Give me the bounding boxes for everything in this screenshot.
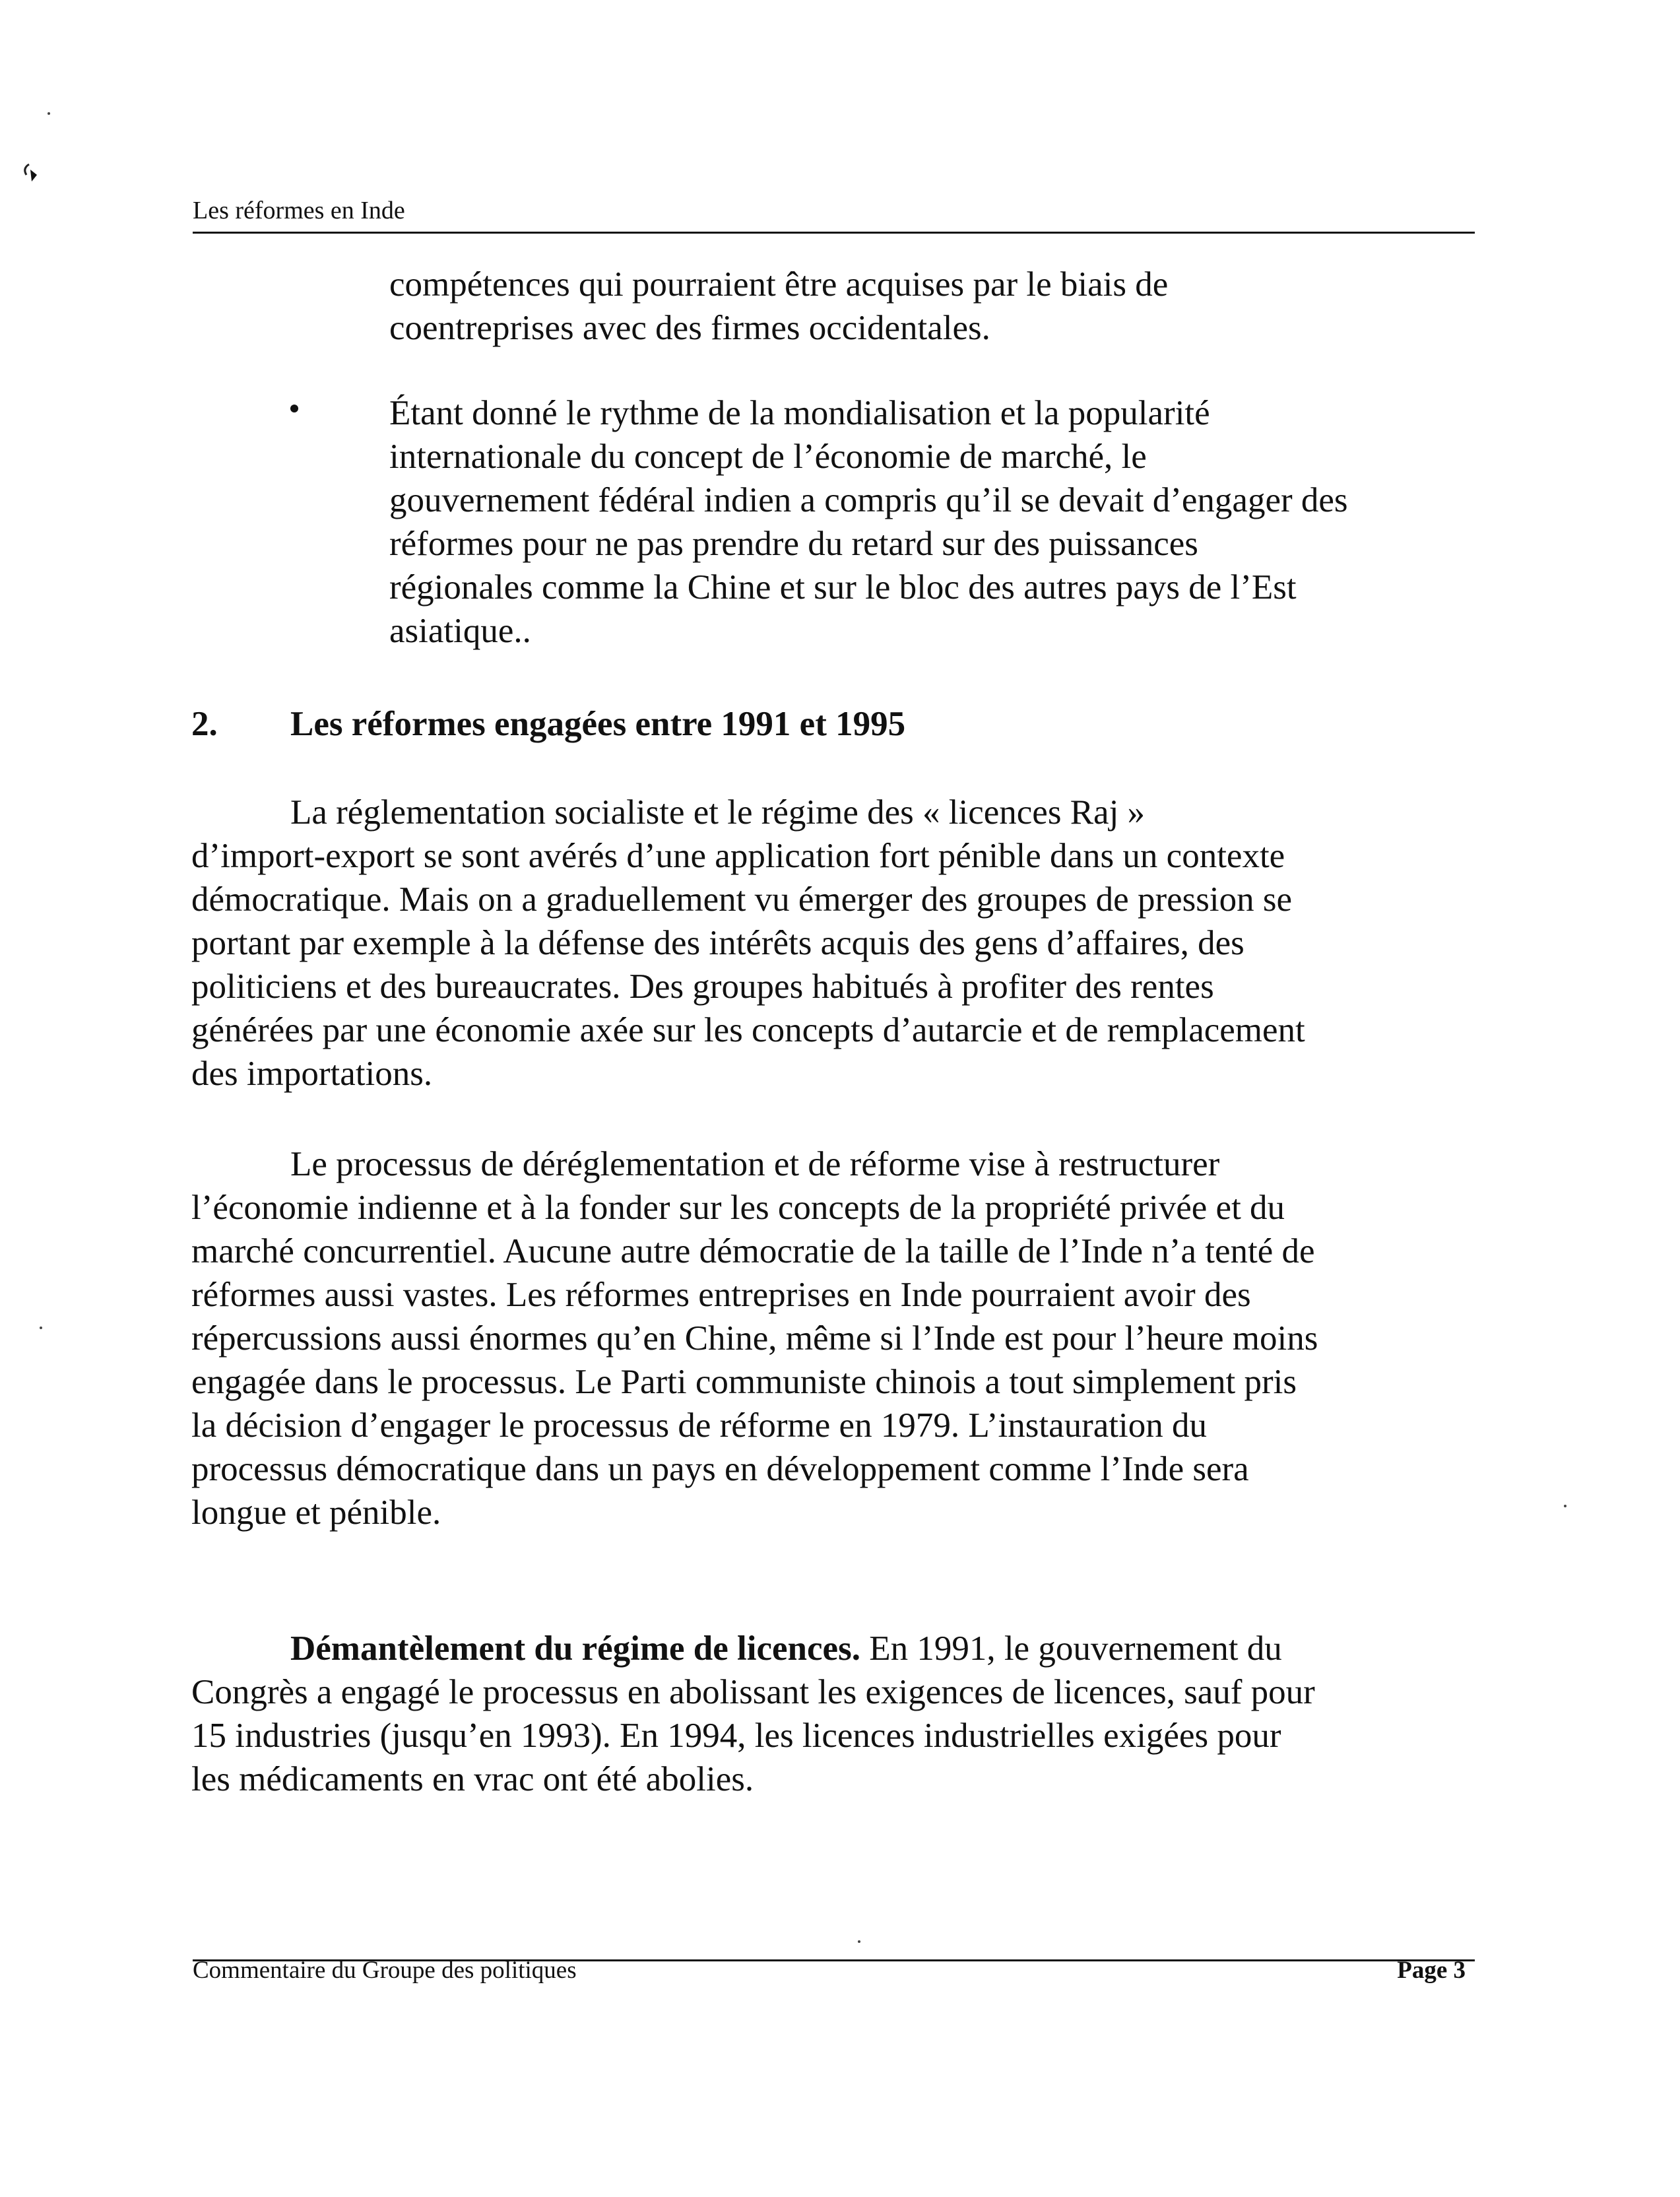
text-line: d’import-export se sont avérés d’une application fort pénible dans un contexte xyxy=(191,837,1285,875)
text-line: les médicaments en vrac ont été abolies. xyxy=(191,1760,754,1798)
continuation-text xyxy=(389,263,1168,350)
paragraph-3 xyxy=(191,1627,1315,1801)
text-line xyxy=(191,1627,1315,1670)
text-fragment: En 1991, le gouvernement du xyxy=(860,1629,1282,1668)
text-line: gouvernement fédéral indien a compris qu’il se devait d’engager des xyxy=(389,481,1348,519)
text-line: Étant donné le rythme de la mondialisation et la popularité xyxy=(389,394,1210,432)
scan-speck xyxy=(1564,1505,1567,1507)
text-line: marché concurrentiel. Aucune autre démocratie de la taille de l’Inde n’a tenté de xyxy=(191,1232,1315,1270)
text-line: processus démocratique dans un pays en développement comme l’Inde sera xyxy=(191,1450,1249,1488)
section-number: 2. xyxy=(191,705,218,743)
paragraph-2 xyxy=(191,1142,1318,1534)
text-line: politiciens et des bureaucrates. Des groupes habitués à profiter des rentes xyxy=(191,967,1214,1006)
text-line: Le processus de déréglementation et de réforme vise à restructurer xyxy=(290,1145,1220,1183)
text-line: 15 industries (jusqu’en 1993). En 1994, les licences industrielles exigées pour xyxy=(191,1717,1281,1755)
text-line: des importations. xyxy=(191,1055,433,1093)
text-line: réformes pour ne pas prendre du retard sur des puissances xyxy=(389,525,1198,563)
scan-corner-mark xyxy=(20,155,46,195)
text-line: répercussions aussi énormes qu’en Chine, même si l’Inde est pour l’heure moins xyxy=(191,1319,1318,1358)
text-line: longue et pénible. xyxy=(191,1493,441,1532)
page-number: Page 3 xyxy=(1397,1957,1466,1984)
text-line: coentreprises avec des firmes occidentales. xyxy=(389,309,990,347)
text-line: La réglementation socialiste et le régime des « licences Raj » xyxy=(290,793,1146,832)
text-line: générées par une économie axée sur les concepts d’autarcie et de remplacement xyxy=(191,1011,1305,1049)
scan-speck xyxy=(48,112,50,115)
scan-speck xyxy=(858,1940,860,1943)
bullet-marker xyxy=(290,405,298,412)
section-title: Les réformes engagées entre 1991 et 1995 xyxy=(290,705,906,743)
text-line: l’économie indienne et à la fonder sur les concepts de la propriété privée et du xyxy=(191,1189,1285,1227)
text-line: internationale du concept de l’économie de marché, le xyxy=(389,438,1147,476)
text-line: réformes aussi vastes. Les réformes entreprises en Inde pourraient avoir des xyxy=(191,1276,1251,1314)
text-line: Congrès a engagé le processus en abolissant les exigences de licences, sauf pour xyxy=(191,1673,1315,1711)
subheading-lead: Démantèlement du régime de licences. xyxy=(290,1629,860,1668)
text-line: portant par exemple à la défense des intérêts acquis des gens d’affaires, des xyxy=(191,924,1244,962)
text-line: compétences qui pourraient être acquises par le biais de xyxy=(389,265,1169,304)
header-rule xyxy=(193,232,1475,234)
scan-speck xyxy=(40,1327,42,1329)
bullet-item-text xyxy=(389,391,1348,653)
text-line: démocratique. Mais on a graduellement vu émerger des groupes de pression se xyxy=(191,880,1292,919)
text-line: la décision d’engager le processus de réforme en 1979. L’instauration du xyxy=(191,1406,1207,1445)
text-line: engagée dans le processus. Le Parti communiste chinois a tout simplement pris xyxy=(191,1363,1297,1401)
running-header: Les réformes en Inde xyxy=(193,197,405,224)
text-line: régionales comme la Chine et sur le bloc des autres pays de l’Est xyxy=(389,568,1297,607)
footer-source: Commentaire du Groupe des politiques xyxy=(193,1957,577,1984)
paragraph-1 xyxy=(191,791,1305,1096)
text-line: asiatique.. xyxy=(389,612,531,650)
